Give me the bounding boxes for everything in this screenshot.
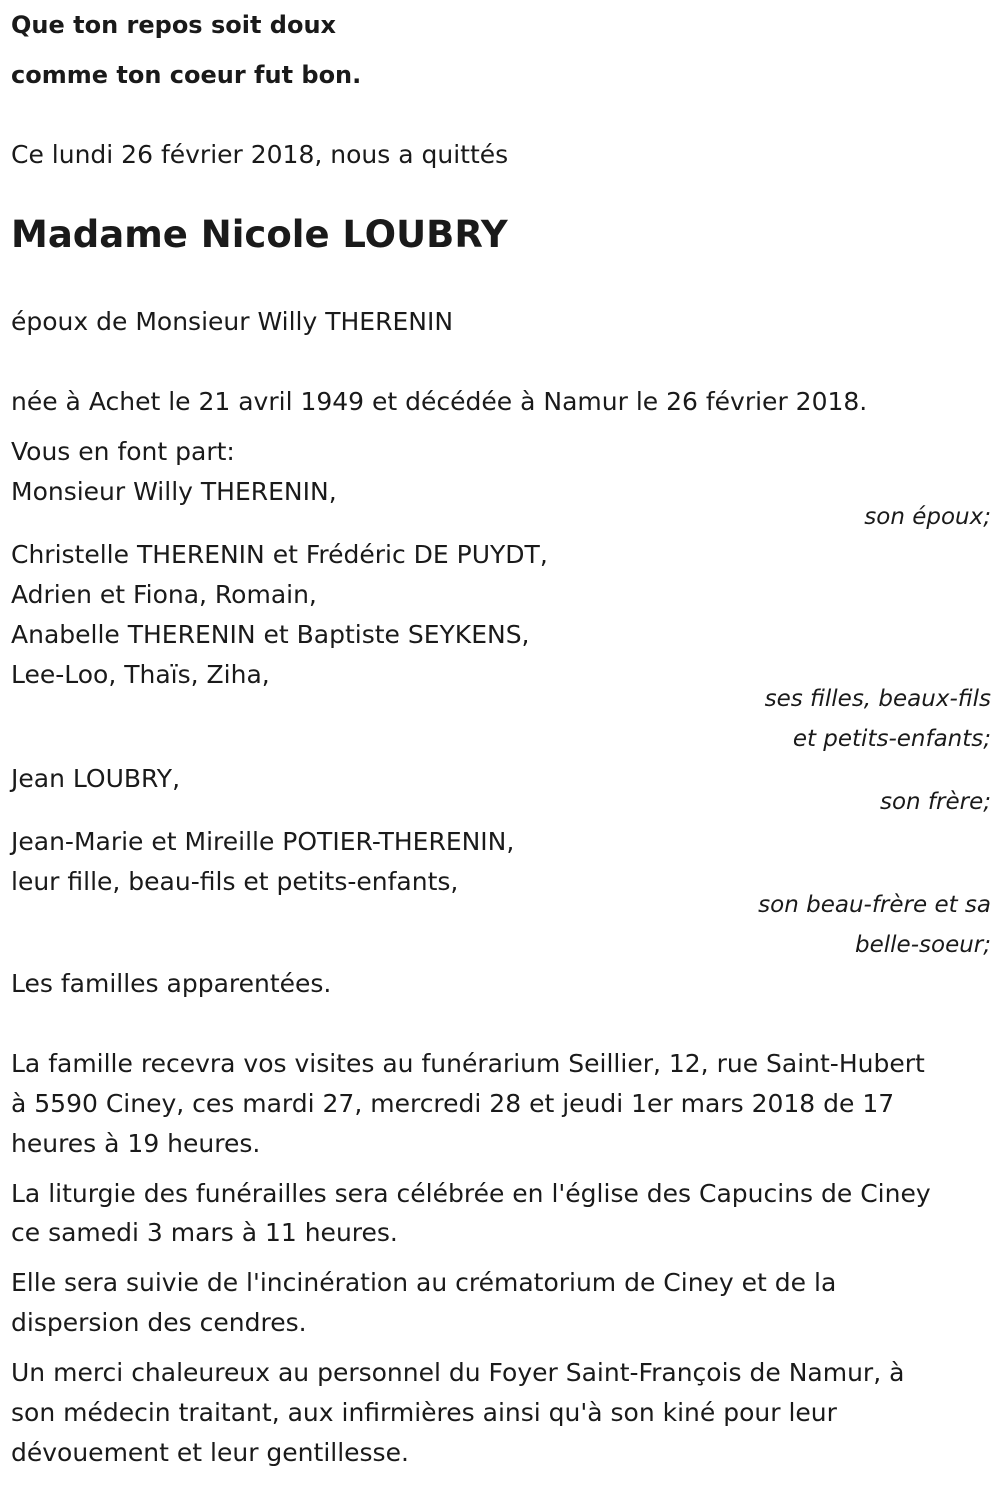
spouse-relation: son époux; — [864, 504, 991, 530]
spouse-name: Monsieur Willy THERENIN, — [11, 477, 337, 506]
thanks-line-1: Un merci chaleureux au personnel du Foyer Saint-François de Namur, à — [11, 1358, 905, 1387]
visits-line-2: à 5590 Ciney, ces mardi 27, mercredi 28 et jeudi 1er mars 2018 de 17 — [11, 1089, 895, 1118]
children-line: Christelle THERENIN et Frédéric DE PUYDT, — [11, 540, 548, 569]
brother-relation: son frère; — [879, 789, 991, 815]
epigraph-line-2: comme ton coeur fut bon. — [11, 61, 362, 89]
children-line: Anabelle THERENIN et Baptiste SEYKENS, — [11, 620, 530, 649]
cremation-line-2: dispersion des cendres. — [11, 1308, 307, 1337]
spouse-line: époux de Monsieur Willy THERENIN — [11, 307, 454, 336]
thanks-line-2: son médecin traitant, aux infirmières ainsi qu'à son kiné pour leur — [11, 1398, 837, 1427]
birth-death-line: née à Achet le 21 avril 1949 et décédée à Namur le 26 février 2018. — [11, 387, 868, 416]
epigraph-line-1: Que ton repos soit doux — [11, 11, 337, 39]
children-line: Adrien et Fiona, Romain, — [11, 580, 317, 609]
liturgy-line-2: ce samedi 3 mars à 11 heures. — [11, 1218, 398, 1247]
inlaws-line: leur fille, beau-fils et petits-enfants, — [11, 867, 459, 896]
inlaws-relation-1: son beau-frère et sa — [758, 892, 991, 918]
liturgy-line-1: La liturgie des funérailles sera célébrée en l'église des Capucins de Ciney — [11, 1179, 931, 1208]
brother-name: Jean LOUBRY, — [11, 764, 181, 793]
intro-text: Ce lundi 26 février 2018, nous a quittés — [11, 140, 509, 169]
visits-line-3: heures à 19 heures. — [11, 1129, 261, 1158]
visits-line-1: La famille recevra vos visites au funérarium Seillier, 12, rue Saint-Hubert — [11, 1049, 925, 1078]
announcement-heading: Vous en font part: — [11, 437, 235, 466]
children-relation-1: ses filles, beaux-fils — [764, 686, 991, 712]
relatives-line: Les familles apparentées. — [11, 969, 332, 998]
deceased-name: Madame Nicole LOUBRY — [11, 213, 508, 256]
inlaws-relation-2: belle-soeur; — [855, 932, 991, 958]
children-line: Lee-Loo, Thaïs, Ziha, — [11, 660, 270, 689]
cremation-line-1: Elle sera suivie de l'incinération au crématorium de Ciney et de la — [11, 1268, 837, 1297]
thanks-line-3: dévouement et leur gentillesse. — [11, 1438, 409, 1467]
children-relation-2: et petits-enfants; — [792, 726, 991, 752]
inlaws-line: Jean-Marie et Mireille POTIER-THERENIN, — [11, 827, 515, 856]
